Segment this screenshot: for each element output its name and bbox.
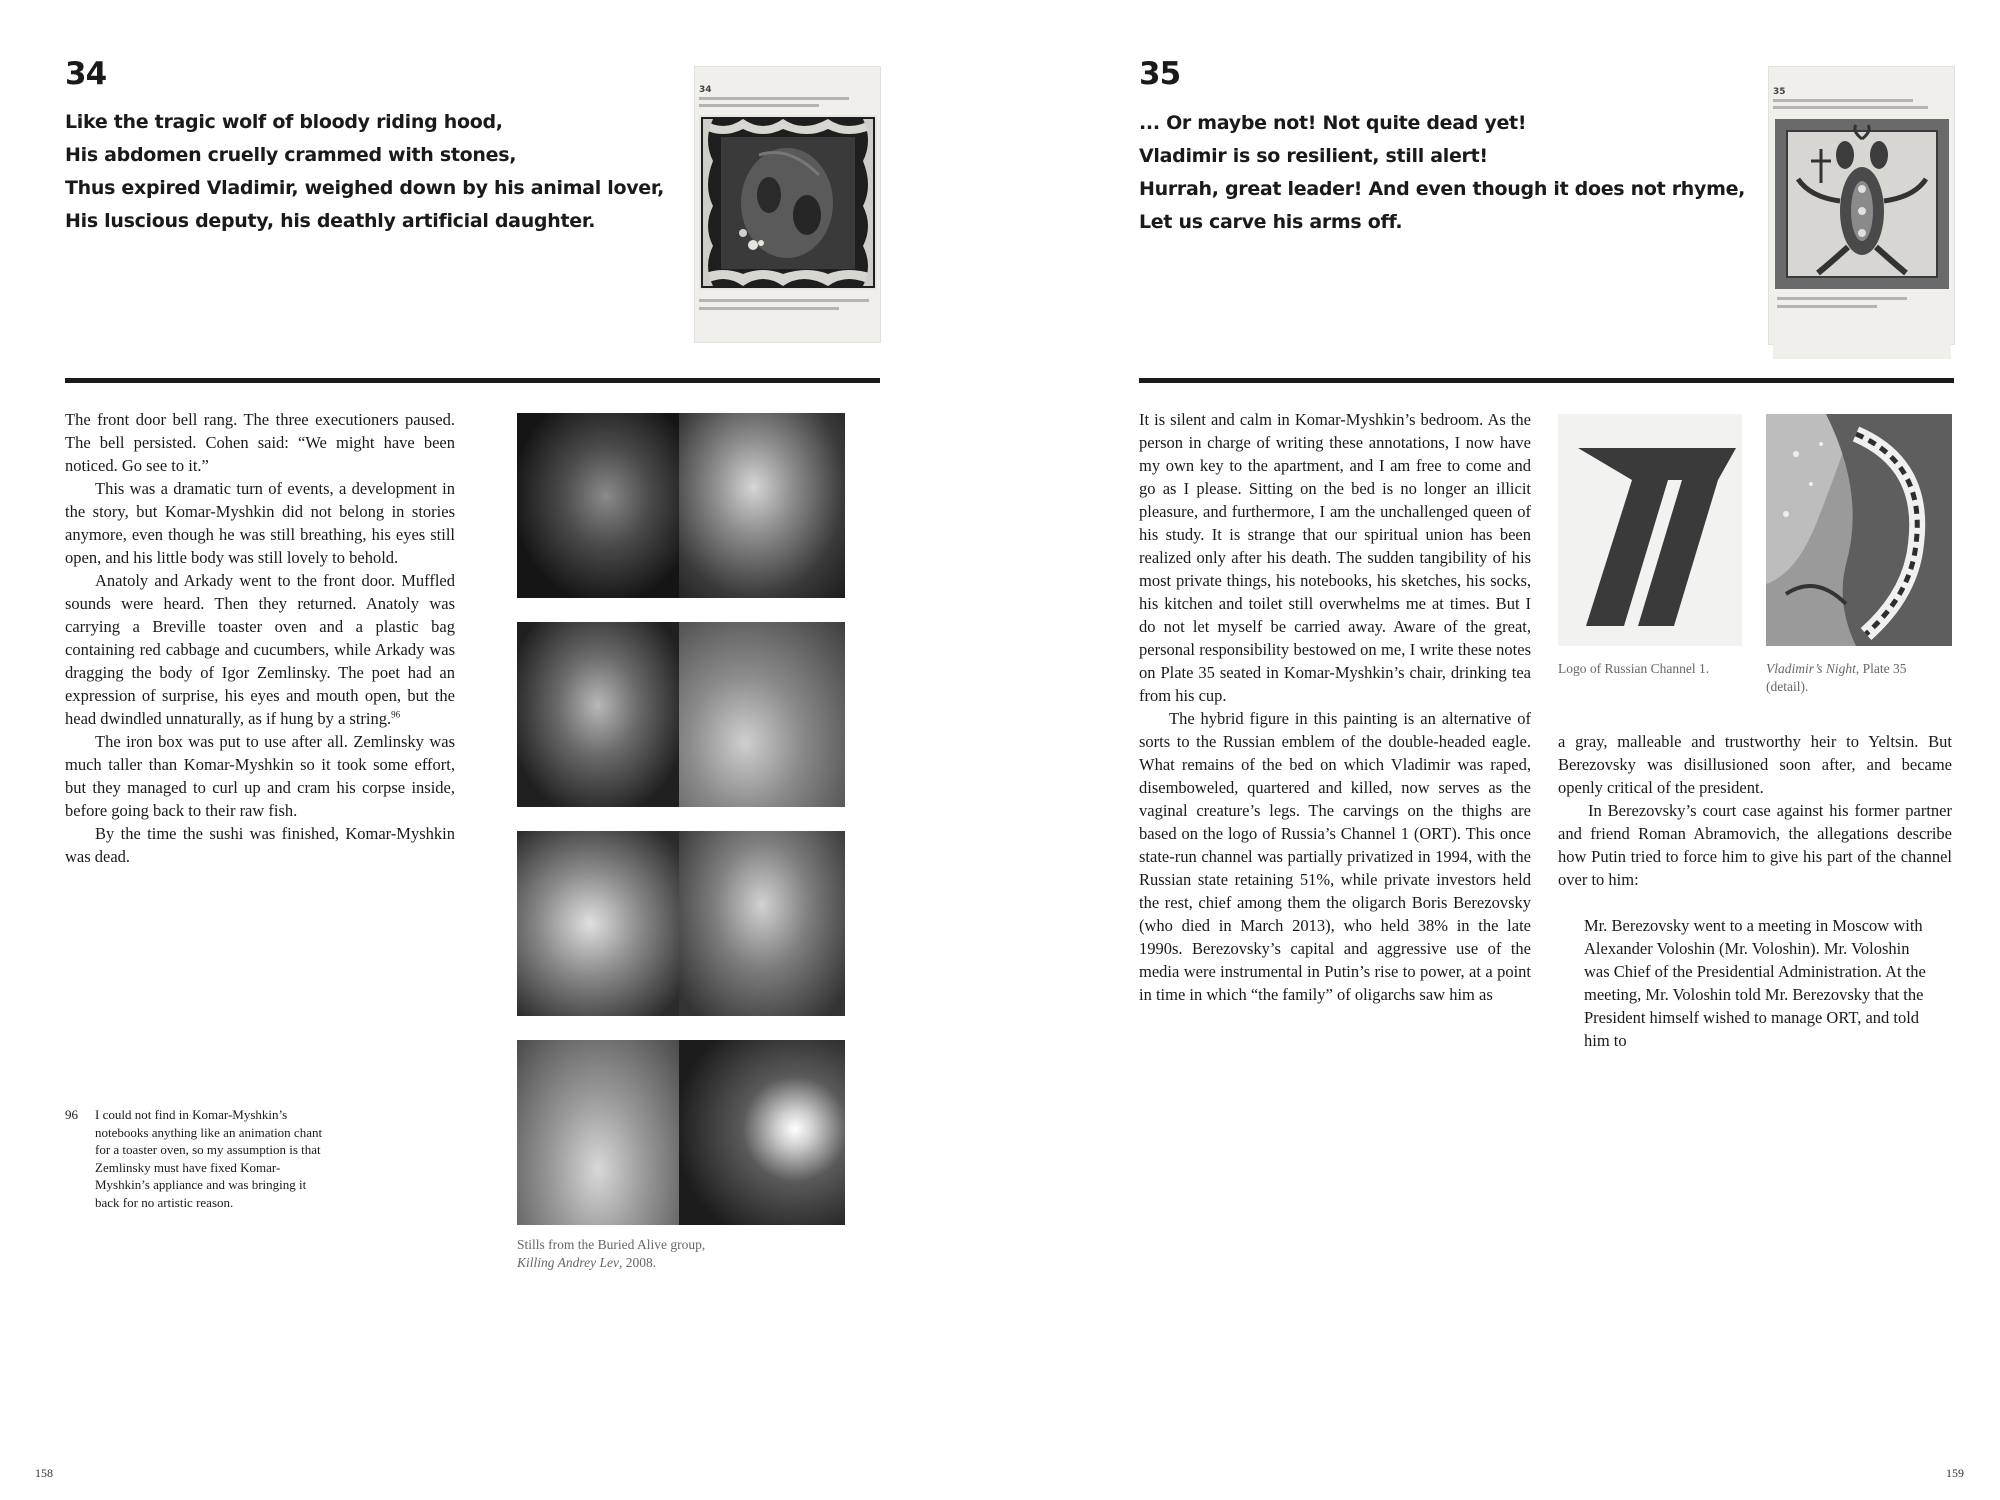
section-rule xyxy=(65,378,880,383)
paragraph-text: Anatoly and Arkady went to the front door. Muffled sounds were heard. Then they returned. Anatoly was carrying a Breville toaster oven and a plastic bag containing red cabbage and cucumbers, while Arkady was dragging the body of Igor Zemlinsky. The poet had an expression of surprise, his eyes and mouth open, but the head dwindled unnaturally, as if hung by a string. xyxy=(65,571,455,728)
section-rule xyxy=(1139,378,1954,383)
caption-title: Vladimir’s Night xyxy=(1766,661,1856,676)
footnote-reference[interactable]: 96 xyxy=(391,709,401,720)
image-caption xyxy=(1766,660,1966,696)
page-number: 158 xyxy=(35,1466,53,1480)
body-text xyxy=(1139,408,1531,1006)
film-still-image xyxy=(517,622,845,807)
verse-line: Let us carve his arms off. xyxy=(1139,211,1403,233)
thumbnail-page-number: 34 xyxy=(699,85,712,95)
verse xyxy=(1139,107,1745,239)
thumbnail-page-number: 35 xyxy=(1773,87,1786,97)
verse-line: ... Or maybe not! Not quite dead yet! xyxy=(1139,112,1527,134)
paragraph: This was a dramatic turn of events, a development in the story, but Komar-Myshkin did not belong in stories anymore, even though he was still breathing, his eyes still open, and his little body was still lovely to behold. xyxy=(65,479,455,567)
verse-line: His luscious deputy, his deathly artificial daughter. xyxy=(65,210,596,232)
verse-line: Thus expired Vladimir, weighed down by his animal lover, xyxy=(65,177,665,199)
plate-detail-image xyxy=(1766,414,1952,646)
film-still-image xyxy=(517,831,845,1016)
caption-line: Stills from the Buried Alive group, xyxy=(517,1237,706,1252)
caption-title: Killing Andrey Lev xyxy=(517,1255,619,1270)
paragraph xyxy=(65,569,455,730)
paragraph: a gray, malleable and trustworthy heir to Yeltsin. But Berezovsky was disillusioned soon after, and became openly critical of the president. xyxy=(1558,732,1952,797)
paragraph: The iron box was put to use after all. Zemlinsky was much taller than Komar-Myshkin so it took some effort, but they managed to curl up and cram his corpse inside, before going back to their raw fish. xyxy=(65,732,455,820)
block-quote: Mr. Berezovsky went to a meeting in Moscow with Alexander Voloshin (Mr. Voloshin). Mr. Voloshin was Chief of the Presidential Administration. At the meeting, Mr. Voloshin told Mr. Berezovsky that the President himself wished to manage ORT, and told him to xyxy=(1584,916,1926,1050)
body-text xyxy=(1558,730,1952,891)
film-still-image xyxy=(517,1040,845,1225)
plate-painting-image xyxy=(1773,119,1951,359)
caption-line xyxy=(517,1254,847,1272)
footnote-number: 96 xyxy=(65,1107,78,1122)
footnote xyxy=(65,1106,325,1211)
channel-one-logo-image xyxy=(1558,414,1742,646)
caption-line xyxy=(1766,660,1966,678)
paragraph: It is silent and calm in Komar-Myshkin’s bedroom. As the person in charge of writing these annotations, I now have my own key to the apartment, and I am free to come and go as I please. Sitting on the bed is no longer an illicit pleasure, and furthermore, I am the unchallenged queen of his study. It is strange that our spiritual union has been realized only after his death. The sudden tangibility of his most private things, his notebooks, his sketches, his socks, his kitchen and toilet still overwhelms me at times. But I do not let myself be carried away. Aware of the great, personal responsibility bestowed on me, I write these notes on Plate 35 seated in Komar-Myshkin’s chair, drinking tea from his cup. xyxy=(1139,410,1531,705)
caption-line: (detail). xyxy=(1766,679,1809,694)
plate-number: 35 xyxy=(1139,56,1181,92)
body-text xyxy=(65,408,455,868)
verse-line: Like the tragic wolf of bloody riding hood, xyxy=(65,111,503,133)
footnote-text: I could not find in Komar-Myshkin’s notebooks anything like an animation chant for a toaster oven, so my assumption is that Zemlinsky must have fixed Komar-Myshkin’s appliance and was bringing it back for no artistic reason. xyxy=(95,1107,323,1210)
verse xyxy=(65,106,664,238)
verse-line: Vladimir is so resilient, still alert! xyxy=(1139,145,1488,167)
plate-number: 34 xyxy=(65,56,107,92)
film-still-image xyxy=(517,413,845,598)
plate-painting-image xyxy=(699,115,877,290)
image-caption: Logo of Russian Channel 1. xyxy=(1558,661,1710,676)
plate-thumbnail xyxy=(694,66,881,343)
caption-year: , 2008. xyxy=(619,1255,657,1270)
paragraph: In Berezovsky’s court case against his former partner and friend Roman Abramovich, the allegations describe how Putin tried to force him to give his part of the channel over to him: xyxy=(1558,801,1952,889)
verse-line: Hurrah, great leader! And even though it does not rhyme, xyxy=(1139,178,1746,200)
paragraph: The front door bell rang. The three executioners paused. The bell persisted. Cohen said: “We might have been noticed. Go see to it.” xyxy=(65,410,455,475)
verse-line: His abdomen cruelly crammed with stones, xyxy=(65,144,517,166)
channel-one-logo-icon xyxy=(1558,414,1742,646)
page-number: 159 xyxy=(1946,1466,1964,1480)
caption-text: , Plate 35 xyxy=(1855,661,1907,676)
plate-thumbnail xyxy=(1768,66,1955,345)
paragraph: The hybrid figure in this painting is an alternative of sorts to the Russian emblem of the double-headed eagle. What remains of the bed on which Vladimir was raped, disemboweled, quartered and killed, now serves as the vaginal creature’s legs. The carvings on the thighs are based on the logo of Russia’s Channel 1 (ORT). This once state-run channel was partially privatized in 1994, with the Russian state retaining 51%, while private investors held the rest, chief among them the oligarch Boris Berezovsky (who died in March 2013), who held 38% in the late 1990s. Berezovsky’s capital and aggressive use of the media were instrumental in Putin’s rise to power, at a point in time in which “the family” of oligarchs saw him as xyxy=(1139,709,1531,1004)
image-caption xyxy=(517,1236,847,1272)
paragraph: By the time the sushi was finished, Komar-Myshkin was dead. xyxy=(65,824,455,866)
